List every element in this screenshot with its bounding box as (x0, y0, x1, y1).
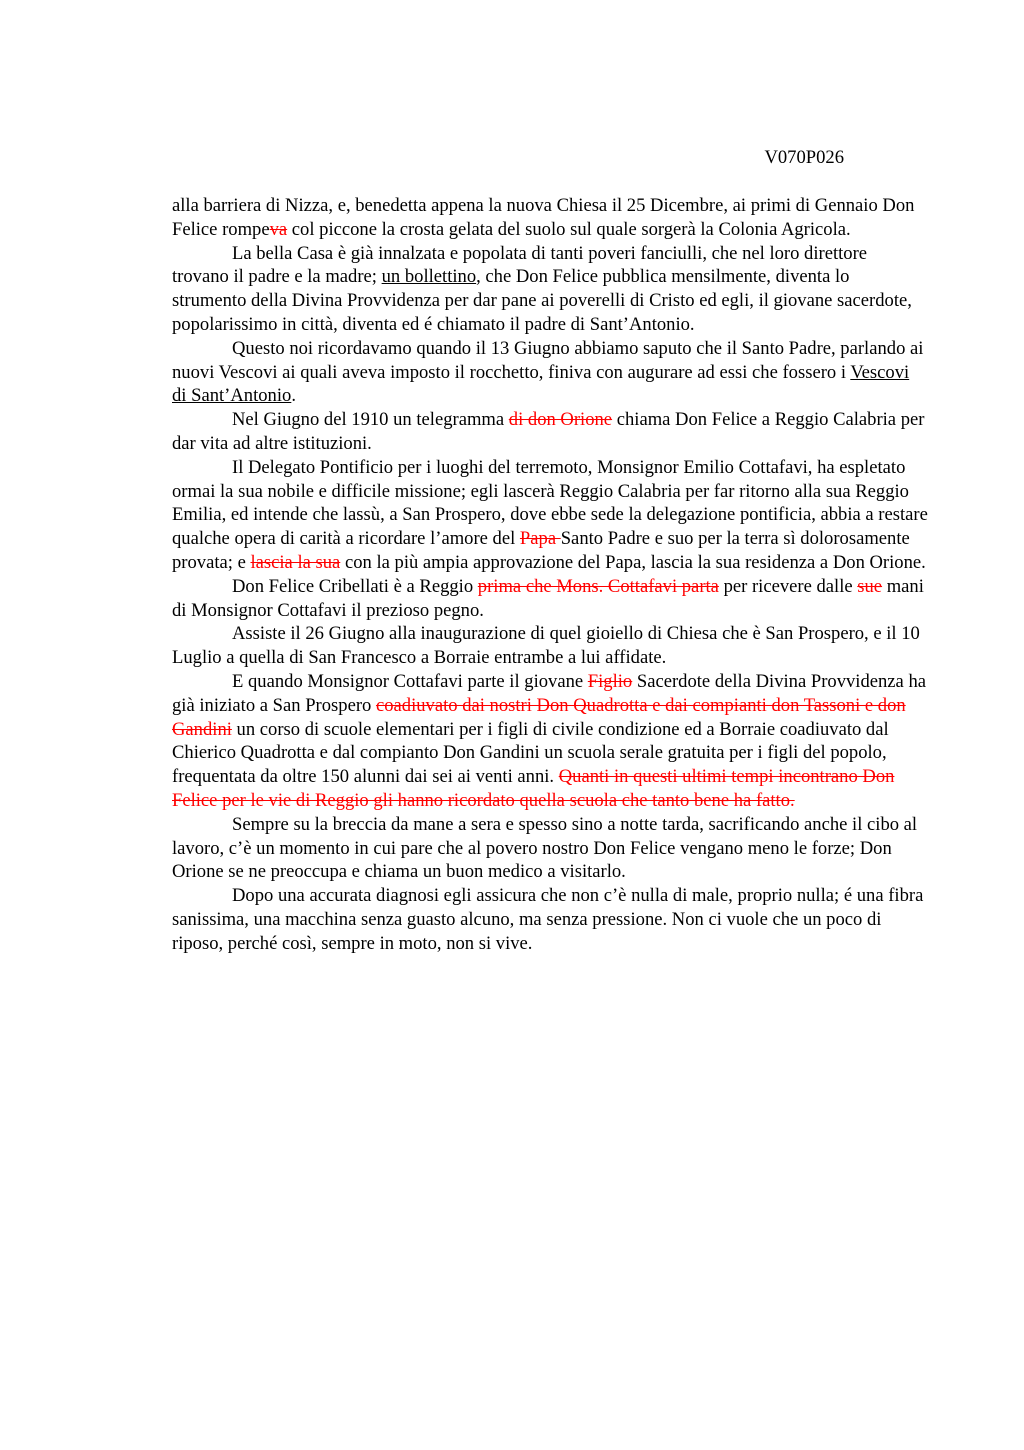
text-segment: , che Don Felice pubblica mensilmente, diventa lo strumento della Divina Provvidenza per dar pane ai poverelli di Cristo ed egli, il giovane sacerdote, popolarissimo in città, diventa ed é chiamato il padre di Sant’Antonio. (172, 266, 912, 335)
text-segment: con la più ampia approvazione del Papa, lascia la sua residenza a Don Orione. (340, 551, 926, 573)
text-segment: Assiste il 26 Giugno alla inaugurazione di quel gioiello di Chiesa che è San Prospero, e il 10 Luglio a quella di San Francesco a Borraie entrambe a lui affidate. (172, 623, 920, 669)
paragraph (172, 813, 928, 884)
deleted-text: Figlio (587, 670, 633, 692)
deleted-text: coadiuvato dai nostri Don Quadrotta e dai compianti don Tassoni e don Gandini (172, 694, 906, 740)
text-segment: Santo Padre e suo per la terra sì dolorosamente provata; e (172, 528, 910, 573)
text-segment: Questo noi ricordavamo quando il 13 Giugno abbiamo saputo che il Santo Padre, parlando ai nuovi Vescovi ai quali aveva imposto il rocchetto, finiva con augurare ad essi che fossero i (172, 337, 924, 383)
text-segment: col piccone la crosta gelata del suolo sul quale sorgerà la Colonia Agricola. (287, 218, 851, 240)
paragraph (172, 408, 928, 456)
text-segment: Dopo una accurata diagnosi egli assicura che non c’è nulla di male, proprio nulla; é una fibra sanissima, una macchina senza guasto alcuno, ma senza pressione. Non ci vuole che un poco di riposo, perché così, sempre in moto, non si vive. (172, 885, 924, 954)
deleted-text: di don Orione (508, 409, 613, 431)
deleted-text: prima che Mons. Cottafavi parta (477, 575, 719, 597)
text-segment: Il Delegato Pontificio per i luoghi del terremoto, Monsignor Emilio Cottafavi, ha espletato ormai la sua nobile e difficile missione; egli lascerà Reggio Calabria per far ritorno alla sua Reggio Emilia, ed intende che lassù, a San Prospero, dove ebbe sede la delegazione pontificia, abbia a restare qualche opera di carità a ricordare l’amore del (172, 456, 928, 550)
text-segment: mani di Monsignor Cottafavi il prezioso pegno. (172, 575, 924, 621)
text-segment: Sempre su la breccia da mane a sera e spesso sino a notte tarda, sacrificando anche il cibo al lavoro, c’è un momento in cui pare che al povero nostro Don Felice vengano meno le forze; Don Orione se ne preoccupa e chiama un buon medico a visitarlo. (172, 813, 918, 883)
document-body (172, 194, 928, 956)
underlined-text: un bollettino (381, 266, 477, 288)
paragraph (172, 456, 928, 575)
underlined-text: Vescovi di Sant’Antonio (172, 361, 910, 407)
text-segment: alla barriera di Nizza, e, benedetta appena la nuova Chiesa il 25 Dicembre, ai primi di Gennaio Don Felice rompe (172, 195, 915, 240)
text-segment: per ricevere dalle (718, 575, 858, 597)
paragraph (172, 194, 928, 242)
deleted-text: Quanti in questi ultimi tempi incontrano Don Felice per le vie di Reggio gli hanno ricordato quella scuola che tanto bene ha fatto. (172, 766, 895, 811)
text-segment: . (291, 385, 296, 407)
page-id: V070P026 (764, 147, 844, 168)
paragraph (172, 670, 928, 813)
paragraph (172, 884, 928, 955)
paragraph (172, 242, 928, 337)
text-segment: La bella Casa è già innalzata e popolata di tanti poveri fanciulli, che nel loro direttore trovano il padre e la madre; (172, 242, 868, 288)
text-segment: un corso di scuole elementari per i figli di civile condizione ed a Borraie coadiuvato dal Chierico Quadrotta e dal compianto Don Gandini un scuola serale gratuita per i figli del popolo, frequentata da oltre 150 alunni dai sei ai venti anni. (172, 718, 889, 788)
text-segment: Don Felice Cribellati è a Reggio (232, 575, 478, 597)
text-segment: Nel Giugno del 1910 un telegramma (232, 409, 509, 431)
paragraph (172, 575, 928, 623)
paragraph (172, 622, 928, 670)
text-segment: E quando Monsignor Cottafavi parte il giovane (232, 670, 588, 692)
deleted-text: va (269, 218, 288, 240)
deleted-text: Papa (519, 528, 561, 550)
text-segment: chiama Don Felice a Reggio Calabria per dar vita ad altre istituzioni. (172, 409, 925, 454)
deleted-text: lascia la sua (250, 551, 341, 573)
paragraph (172, 337, 928, 408)
text-segment: Sacerdote della Divina Provvidenza ha già iniziato a San Prospero (172, 670, 927, 716)
deleted-text: sue (857, 575, 883, 597)
